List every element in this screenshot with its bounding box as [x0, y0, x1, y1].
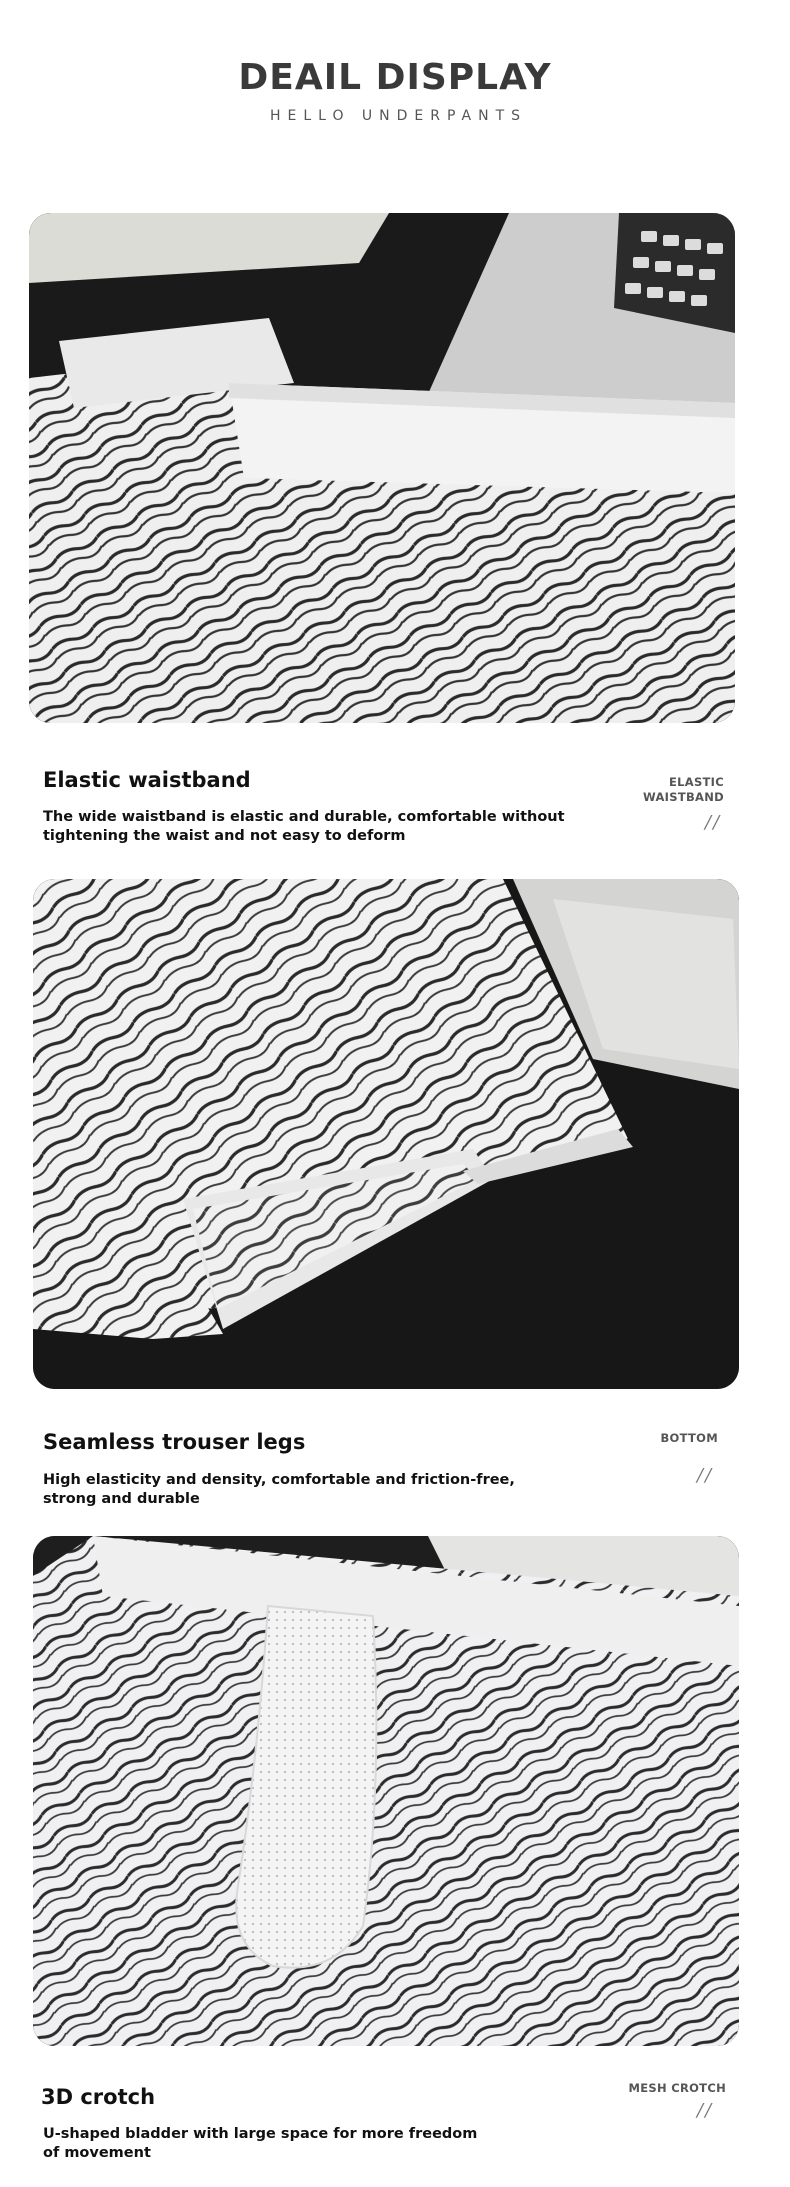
quote-mark-icon: // — [697, 2100, 714, 2121]
description-line: U-shaped bladder with large space for more freedom — [43, 2126, 478, 2142]
product-photo-trouser-legs — [33, 879, 739, 1389]
feature-title-crotch: 3D crotch — [41, 2085, 156, 2109]
description-line: strong and durable — [43, 1491, 200, 1507]
product-photo-crotch — [33, 1536, 739, 2046]
tag-line: ELASTIC — [668, 775, 724, 789]
feature-description-waistband — [43, 808, 565, 846]
description-line: The wide waistband is elastic and durable, comfortable without — [43, 809, 565, 825]
feature-description-crotch — [43, 2125, 477, 2163]
feature-tag-waistband — [643, 775, 724, 805]
product-photo-waistband — [29, 213, 735, 723]
feature-tag-trouser-legs — [660, 1431, 718, 1446]
page-header — [0, 0, 790, 200]
quote-mark-icon: // — [697, 1465, 714, 1486]
description-line: High elasticity and density, comfortable and friction-free, — [43, 1472, 515, 1488]
feature-tag-crotch — [629, 2081, 727, 2096]
tag-line: BOTTOM — [660, 1431, 718, 1445]
page-title: DEAIL DISPLAY — [238, 57, 552, 98]
description-line: tightening the waist and not easy to deform — [43, 828, 406, 844]
feature-title-trouser-legs: Seamless trouser legs — [43, 1430, 306, 1454]
tag-line: WAISTBAND — [642, 790, 724, 804]
feature-description-trouser-legs — [43, 1471, 515, 1509]
quote-mark-icon: // — [705, 812, 722, 833]
description-line: of movement — [43, 2145, 151, 2161]
feature-title-waistband: Elastic waistband — [43, 768, 251, 792]
page-subtitle: HELLO UNDERPANTS — [269, 108, 528, 124]
tag-line: MESH CROTCH — [628, 2081, 726, 2095]
